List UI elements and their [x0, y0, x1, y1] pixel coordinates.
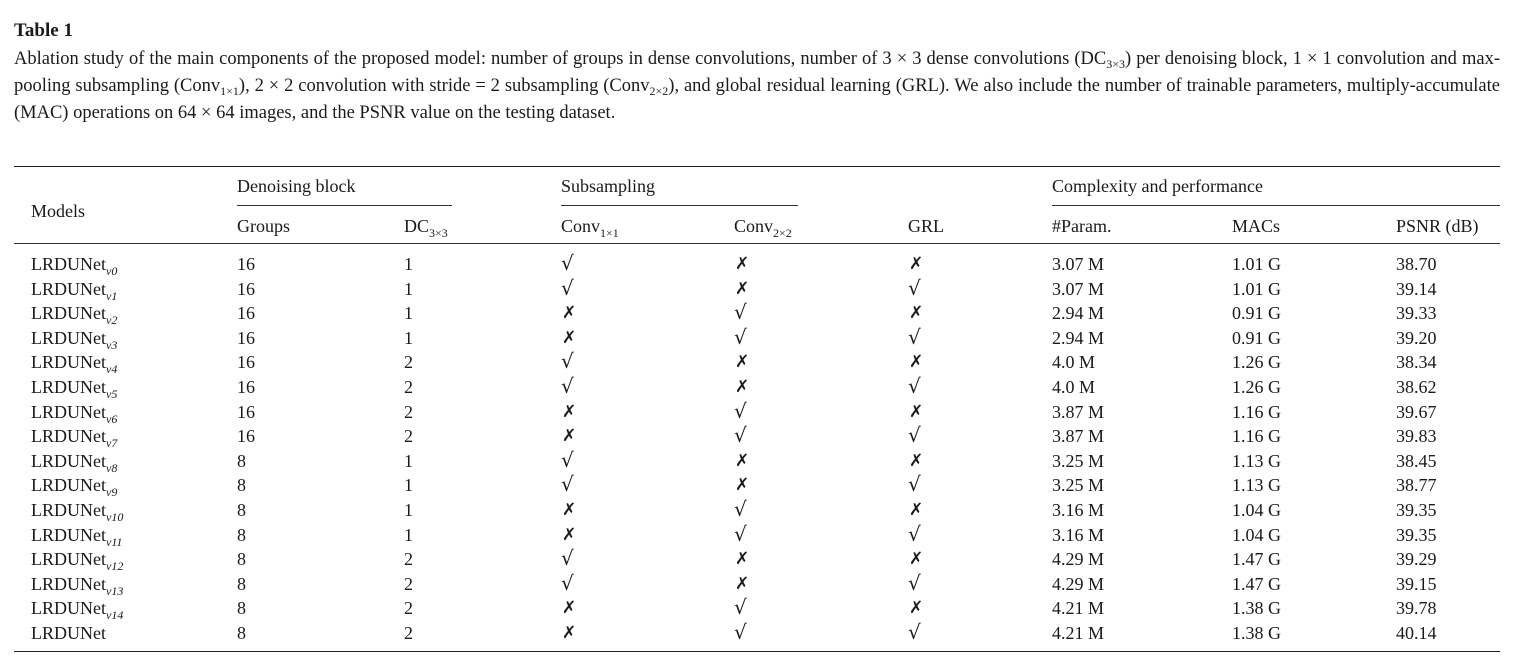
check-mark-icon: √	[561, 546, 574, 570]
cell-dc: 1	[404, 303, 413, 323]
cell-psnr: 39.35	[1396, 500, 1437, 520]
cross-mark-icon: ✗	[562, 598, 577, 618]
check-mark-icon: √	[734, 620, 747, 644]
cell-psnr: 39.83	[1396, 426, 1437, 446]
header-grl: GRL	[908, 216, 944, 236]
cross-mark-icon: ✗	[562, 500, 577, 520]
cross-mark-icon: ✗	[735, 475, 750, 495]
cross-mark-icon: ✗	[909, 303, 924, 323]
cell-model: LRDUNet$_{v12}$	[31, 549, 124, 573]
cell-macs: 1.01 G	[1232, 279, 1281, 299]
complexity-span-rule	[1052, 205, 1500, 206]
cell-macs: 1.16 G	[1232, 402, 1281, 422]
cell-param: 3.25 M	[1052, 451, 1105, 471]
cell-groups: 16	[237, 254, 255, 274]
cell-dc: 2	[404, 377, 413, 397]
caption-text: ), 2 × 2 convolution with stride = 2 subsampling (Conv	[238, 76, 650, 96]
check-mark-icon: √	[561, 276, 574, 300]
cross-mark-icon: ✗	[735, 377, 750, 397]
cell-dc: 1	[404, 254, 413, 274]
cell-param: 4.21 M	[1052, 623, 1105, 643]
cell-dc: 1	[404, 500, 413, 520]
check-mark-icon: √	[561, 349, 574, 373]
cell-psnr: 38.62	[1396, 377, 1437, 397]
check-mark-icon: √	[561, 448, 574, 472]
header-denoising-block: Denoising block	[237, 176, 356, 196]
cross-mark-icon: ✗	[735, 574, 750, 594]
cell-param: 3.87 M	[1052, 402, 1105, 422]
check-mark-icon: √	[908, 620, 921, 644]
cell-param: 4.21 M	[1052, 598, 1105, 618]
cell-model: LRDUNet$_{v7}$	[31, 426, 118, 450]
cell-model: LRDUNet$_{v5}$	[31, 377, 118, 401]
cell-groups: 8	[237, 451, 246, 471]
cross-mark-icon: ✗	[735, 254, 750, 274]
cell-dc: 1	[404, 525, 413, 545]
cell-model: LRDUNet$_{v3}$	[31, 328, 118, 352]
check-mark-icon: √	[734, 497, 747, 521]
cell-macs: 1.01 G	[1232, 254, 1281, 274]
check-mark-icon: √	[561, 251, 574, 275]
cell-model: LRDUNet$_{v4}$	[31, 352, 118, 376]
cell-psnr: 39.20	[1396, 328, 1437, 348]
cell-groups: 8	[237, 500, 246, 520]
cell-param: 2.94 M	[1052, 303, 1105, 323]
cell-macs: 1.13 G	[1232, 475, 1281, 495]
cell-psnr: 39.15	[1396, 574, 1437, 594]
check-mark-icon: √	[908, 522, 921, 546]
cell-psnr: 39.33	[1396, 303, 1437, 323]
cell-macs: 1.47 G	[1232, 574, 1281, 594]
check-mark-icon: √	[561, 374, 574, 398]
check-mark-icon: √	[734, 423, 747, 447]
cell-param: 2.94 M	[1052, 328, 1105, 348]
header-groups: Groups	[237, 216, 290, 236]
caption-subscript: 3×3	[1106, 57, 1125, 71]
check-mark-icon: √	[908, 472, 921, 496]
cell-macs: 1.16 G	[1232, 426, 1281, 446]
cell-macs: 1.38 G	[1232, 623, 1281, 643]
cell-param: 4.29 M	[1052, 549, 1105, 569]
check-mark-icon: √	[908, 374, 921, 398]
cell-groups: 8	[237, 549, 246, 569]
cross-mark-icon: ✗	[909, 500, 924, 520]
header-dc: $DC_{3\times 3}$	[404, 216, 448, 240]
cell-model: LRDUNet$_{v8}$	[31, 451, 118, 475]
header-complexity: Complexity and performance	[1052, 176, 1263, 196]
cell-groups: 8	[237, 598, 246, 618]
cell-dc: 1	[404, 451, 413, 471]
cell-macs: 0.91 G	[1232, 303, 1281, 323]
cell-param: 4.0 M	[1052, 377, 1096, 397]
cross-mark-icon: ✗	[562, 426, 577, 446]
cross-mark-icon: ✗	[735, 549, 750, 569]
cell-param: 3.07 M	[1052, 254, 1105, 274]
cross-mark-icon: ✗	[735, 451, 750, 471]
check-mark-icon: √	[734, 325, 747, 349]
check-mark-icon: √	[561, 472, 574, 496]
cell-param: 3.16 M	[1052, 525, 1105, 545]
cell-groups: 16	[237, 303, 255, 323]
header-conv2x2: Conv$_{2\times 2}$	[734, 216, 792, 240]
cell-macs: 1.13 G	[1232, 451, 1281, 471]
check-mark-icon: √	[908, 325, 921, 349]
cell-dc: 2	[404, 598, 413, 618]
cross-mark-icon: ✗	[909, 254, 924, 274]
header-psnr: PSNR (dB)	[1396, 216, 1479, 236]
table-label: Table 1	[14, 20, 73, 41]
check-mark-icon: √	[734, 399, 747, 423]
cell-psnr: 39.35	[1396, 525, 1437, 545]
cell-groups: 8	[237, 574, 246, 594]
cell-macs: 1.47 G	[1232, 549, 1281, 569]
cross-mark-icon: ✗	[909, 451, 924, 471]
check-mark-icon: √	[908, 571, 921, 595]
cell-dc: 2	[404, 402, 413, 422]
cell-model: LRDUNet$_{v9}$	[31, 475, 118, 499]
caption-subscript: 2×2	[649, 84, 669, 98]
check-mark-icon: √	[734, 522, 747, 546]
header-conv1x1: Conv$_{1\times 1}$	[561, 216, 619, 240]
cell-model: LRDUNet$_{v10}$	[31, 500, 124, 524]
cell-groups: 16	[237, 352, 255, 372]
header-macs: MACs	[1232, 216, 1281, 236]
cell-model: LRDUNet$_{v1}$	[31, 279, 118, 303]
cross-mark-icon: ✗	[909, 598, 924, 618]
cell-model: LRDUNet$_{v2}$	[31, 303, 118, 327]
cell-psnr: 39.67	[1396, 402, 1437, 422]
check-mark-icon: √	[908, 423, 921, 447]
cell-macs: 1.26 G	[1232, 352, 1281, 372]
cell-model: LRDUNet$_{v14}$	[31, 598, 124, 622]
header-rule	[14, 243, 1500, 244]
subsampling-span-rule	[561, 205, 798, 206]
cross-mark-icon: ✗	[562, 303, 577, 323]
caption-subscript: 1×1	[220, 84, 239, 98]
cell-groups: 16	[237, 328, 255, 348]
cell-macs: 1.04 G	[1232, 525, 1281, 545]
cell-groups: 8	[237, 525, 246, 545]
bottom-rule	[14, 651, 1500, 652]
cell-psnr: 39.14	[1396, 279, 1437, 299]
cell-groups: 8	[237, 475, 246, 495]
cell-groups: 16	[237, 279, 255, 299]
cell-dc: 1	[404, 328, 413, 348]
cell-dc: 2	[404, 549, 413, 569]
cell-dc: 2	[404, 623, 413, 643]
header-models: Models	[31, 201, 85, 221]
cross-mark-icon: ✗	[562, 623, 577, 643]
cell-dc: 1	[404, 475, 413, 495]
cell-param: 3.07 M	[1052, 279, 1105, 299]
cell-psnr: 38.70	[1396, 254, 1437, 274]
cell-psnr: 38.45	[1396, 451, 1437, 471]
cell-model: LRDUNet$_{v11}$	[31, 525, 123, 549]
cell-psnr: 39.78	[1396, 598, 1437, 618]
cross-mark-icon: ✗	[562, 328, 577, 348]
check-mark-icon: √	[561, 571, 574, 595]
cell-psnr: 40.14	[1396, 623, 1437, 643]
header-param: #Param.	[1052, 216, 1112, 236]
cell-groups: 8	[237, 623, 246, 643]
cell-macs: 1.04 G	[1232, 500, 1281, 520]
cell-groups: 16	[237, 402, 255, 422]
cross-mark-icon: ✗	[735, 279, 750, 299]
cross-mark-icon: ✗	[909, 402, 924, 422]
cell-model: LRDUNet$_{v6}$	[31, 402, 118, 426]
denoising-span-rule	[237, 205, 452, 206]
table-caption	[14, 46, 1500, 127]
cell-dc: 2	[404, 352, 413, 372]
cell-param: 3.87 M	[1052, 426, 1105, 446]
caption-text: ), and global residual learning (GRL). We also include the number of trainable parameters, multiply-accumulate (MAC) operations on 64 × 64 images, and the PSNR value on the testing dataset.	[14, 76, 1500, 123]
cell-groups: 16	[237, 426, 255, 446]
cross-mark-icon: ✗	[909, 352, 924, 372]
cross-mark-icon: ✗	[562, 525, 577, 545]
top-rule	[14, 166, 1500, 167]
cell-psnr: 38.77	[1396, 475, 1437, 495]
cell-dc: 2	[404, 574, 413, 594]
check-mark-icon: √	[734, 595, 747, 619]
cell-dc: 2	[404, 426, 413, 446]
cell-param: 3.25 M	[1052, 475, 1105, 495]
cell-model: LRDUNet$_{v13}$	[31, 574, 124, 598]
cross-mark-icon: ✗	[909, 549, 924, 569]
cell-dc: 1	[404, 279, 413, 299]
header-subsampling: Subsampling	[561, 176, 656, 196]
caption-text: Ablation study of the main components of the proposed model: number of groups in dense convolutions, number of 3 × 3 dense convolutions (DC	[14, 49, 1107, 69]
check-mark-icon: √	[734, 300, 747, 324]
cell-model: LRDUNet$_{v0}$	[31, 254, 118, 278]
cell-macs: 1.38 G	[1232, 598, 1281, 618]
cell-param: 4.0 M	[1052, 352, 1096, 372]
cell-param: 4.29 M	[1052, 574, 1105, 594]
cell-macs: 0.91 G	[1232, 328, 1281, 348]
cell-groups: 16	[237, 377, 255, 397]
cross-mark-icon: ✗	[735, 352, 750, 372]
check-mark-icon: √	[908, 276, 921, 300]
cross-mark-icon: ✗	[562, 402, 577, 422]
cell-macs: 1.26 G	[1232, 377, 1281, 397]
cell-psnr: 38.34	[1396, 352, 1437, 372]
cell-psnr: 39.29	[1396, 549, 1437, 569]
caption-text: ) per denoising block, 1 × 1 convolution and max-pooling subsampling (Conv	[14, 49, 1500, 96]
cell-param: 3.16 M	[1052, 500, 1105, 520]
cell-model: LRDUNet	[31, 623, 106, 643]
